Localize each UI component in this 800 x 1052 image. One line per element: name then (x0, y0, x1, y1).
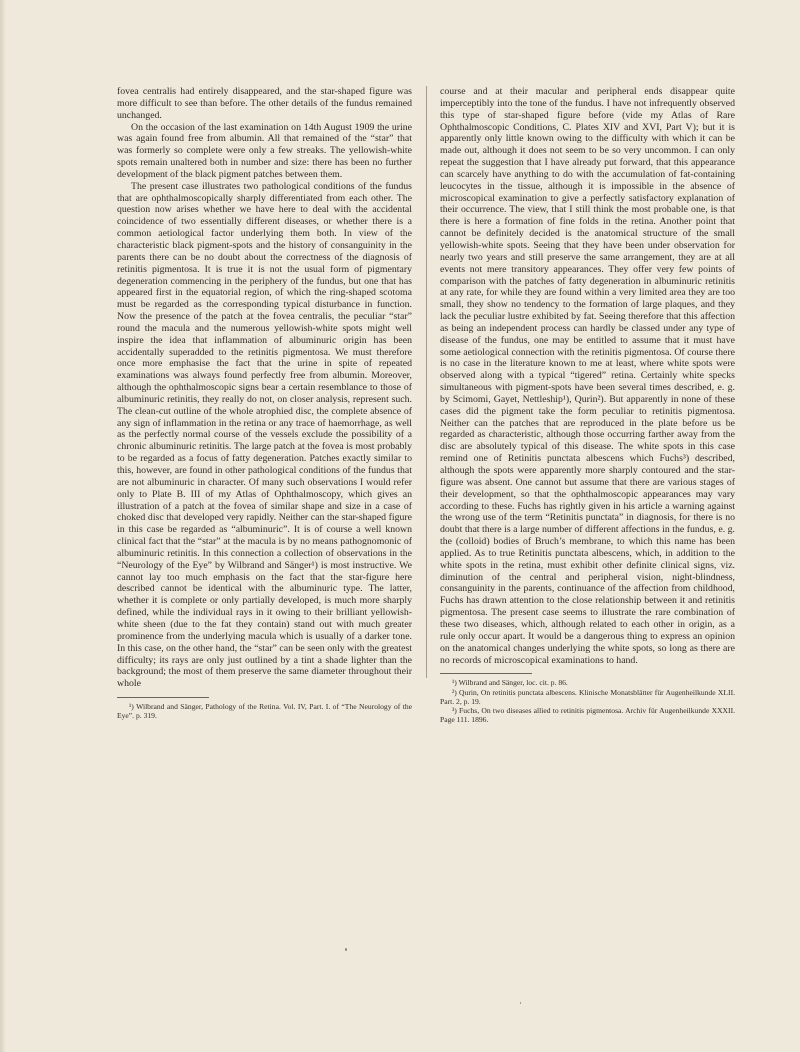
footnote: ²) Qurin, On retinitis punctata albescens. Klinische Monatsblätter für Augenheilkunde XLII. Part. 2, p. 19. (440, 687, 735, 706)
paper-speck (345, 948, 347, 951)
footnote: ³) Fuchs, On two diseases allied to retinitis pigmentosa. Archiv für Augenheilkunde XXXII. Page 111. 1896. (440, 705, 735, 725)
footnotes (440, 678, 735, 724)
footnote-rule (117, 697, 209, 698)
paragraph: course and at their macular and peripheral ends disappear quite imperceptibly into the tone of the fundus. I have not infrequently observed this type of star-shaped figure before (vide my Atlas of Rare Ophthalmoscopic Conditions, C. Plates XIV and XVI, Part V); but it is apparently only little known owing to the difficulty with which it can be made out, although it does not seem to be so very uncommon. I can only repeat the suggestion that I have already put forward, that this appearance can scarcely have anything to do with the accumulation of fat-containing leucocytes in the tissue, although it is impossible in the absence of microscopical examination to give a perfectly satisfactory explanation of their occurrence. The view, that I still think the most probable one, is that there is here a formation of fine folds in the retina. Another point that cannot be definitely decided is the anatomical structure of the small yellowish-white spots. Seeing that they have been under observation for nearly two years and still preserve the same arrangement, they are at all events not mere transitory appearances. They offer very few points of comparison with the patches of fatty degeneration in albuminuric retinitis at any rate, for while they are found within a very limited area they are too small, they show no tendency to the formation of large plaques, and they lack the peculiar lustre exhibited by fat. Seeing therefore that this affection as being an independent process can hardly be classed under any type of disease of the fundus, one may be entitled to assume that it must have some aetiological connection with the retinitis pigmentosa. Of course there is no case in the literature known to me at least, where white spots were observed along with a typical “tigered” retina. Certainly white specks simultaneous with pigment-spots have been several times described, e. g. by Scimomi, Gayet, Nettleship¹), Qurin²). But apparently in none of these cases did the pigment take the form peculiar to retinitis pigmentosa. Neither can the patches that are reproduced in the plate before us be regarded as characteristic, although those occurring farther away from the disc are absolutely typical of this disease. The white spots in this case remind one of Retinitis punctata albescens which Fuchs³) described, although the spots were apparently more sharply contoured and the star-figure was absent. One cannot but assume that there are various stages of their development, so that the ophthalmoscopic appearances may vary according to these. Fuchs has rightly given in his article a warning against the wrong use of the term “Retinitis punctata” in diagnosis, for there is no doubt that there is a large number of different affections in the fundus, e. g. the (colloid) bodies of Bruch’s membrane, to which this name has been applied. As to true Retinitis punctata albescens, which, in addition to the white spots in the retina, must exhibit other definite clinical signs, viz. diminution of the central and peripheral vision, night-blindness, consanguinity in the parents, continuance of the affection from childhood, Fuchs has drawn attention to the close relationship between it and retinitis pigmentosa. The present case seems to illustrate the rare combination of these two diseases, which, although related to each other in origin, as a rule only occur apart. It would be a dangerous thing to express an opinion on the anatomical changes underlying the white spots, so long as there are no records of microscopical examinations to hand. (440, 86, 735, 666)
footnote-rule (440, 673, 532, 674)
footnotes (117, 702, 412, 720)
right-column (440, 86, 735, 724)
page-edge-shadow (0, 0, 6, 1052)
paper-speck (520, 1002, 521, 1004)
paragraph: On the occasion of the last examination on 14th August 1909 the urine was again found free from albumin. All that remained of the “star” that was formerly so complete were only a few streaks. The yellowish-white spots remain unaltered both in number and size: there has been no further development of the black pigment patches between them. (117, 121, 412, 180)
footnote: ¹) Wilbrand and Sänger, Pathology of the Retina. Vol. IV, Part. I. of “The Neurology of the Eye”. p. 319. (117, 702, 412, 721)
paragraph: fovea centralis had entirely disappeared, and the star-shaped figure was more difficult to see than before. The other details of the fundus remained unchanged. (117, 86, 412, 121)
paragraph: The present case illustrates two pathological conditions of the fundus that are ophthalmoscopically sharply differentiated from each other. The question now arises whether we have here to deal with the accidental coincidence of two essentially different diseases, or whether there is a common aetiological factor underlying them both. In view of the characteristic black pigment-spots and the history of consanguinity in the parents there can be no doubt about the correctness of the diagnosis of retinitis pigmentosa. It is true it is not the usual form of pigmentary degeneration commencing in the periphery of the fundus, but one that has appeared first in the equatorial region, of which the ring-shaped scotoma must be regarded as the corresponding typical disturbance in function. Now the presence of the patch at the fovea centralis, the peculiar “star” round the macula and the numerous yellowish-white spots might well inspire the idea that inflammation of albuminuric origin has been accidentally superadded to the retinitis pigmentosa. We must therefore once more emphasise the fact that the urine in spite of repeated examinations was always found perfectly free from albumin. Moreover, although the ophthalmoscopic signs bear a certain resemblance to those of albuminuric retinitis, they really do not, on closer analysis, represent such. The clean-cut outline of the whole atrophied disc, the complete absence of any sign of inflammation in the retina or any trace of haemorrhage, as well as the perfectly normal course of the vessels exclude the possibility of a chronic albuminuric retinitis. The large patch at the fovea is most probably to be regarded as a focus of fatty degeneration. Patches exactly similar to this, however, are found in other pathological conditions of the fundus that are not albuminuric in character. Of many such observations I would refer only to Plate B. III of my Atlas of Ophthalmoscopy, which gives an illustration of a patch at the fovea of similar shape and size in a case of choked disc that developed very rapidly. Neither can the star-shaped figure in this case be regarded as “albuminuric”. It is of course a well known clinical fact that the “star” at the macula is by no means pathognomonic of albuminuric retinitis. In this connection a collection of observations in the “Neurology of the Eye” by Wilbrand and Sänger¹) is most instructive. We cannot lay too much emphasis on the fact that the star-figure here described cannot be identical with the albuminuric type. The latter, whether it is complete or only partially developed, is much more sharply defined, while the individual rays in it owing to their brilliant yellowish-white sheen (due to the fat they contain) stand out with much greater prominence from the underlying macula which is usually of a darker tone. In this case, on the other hand, the “star” can be seen only with the greatest difficulty; its rays are only just outlined by a tint a shade lighter than the background; the most of them preserve the same diameter throughout their whole (117, 180, 412, 690)
footnote: ¹) Wilbrand and Sänger, loc. cit. p. 86. (452, 678, 568, 688)
column-divider (426, 86, 427, 678)
left-column (117, 86, 412, 720)
